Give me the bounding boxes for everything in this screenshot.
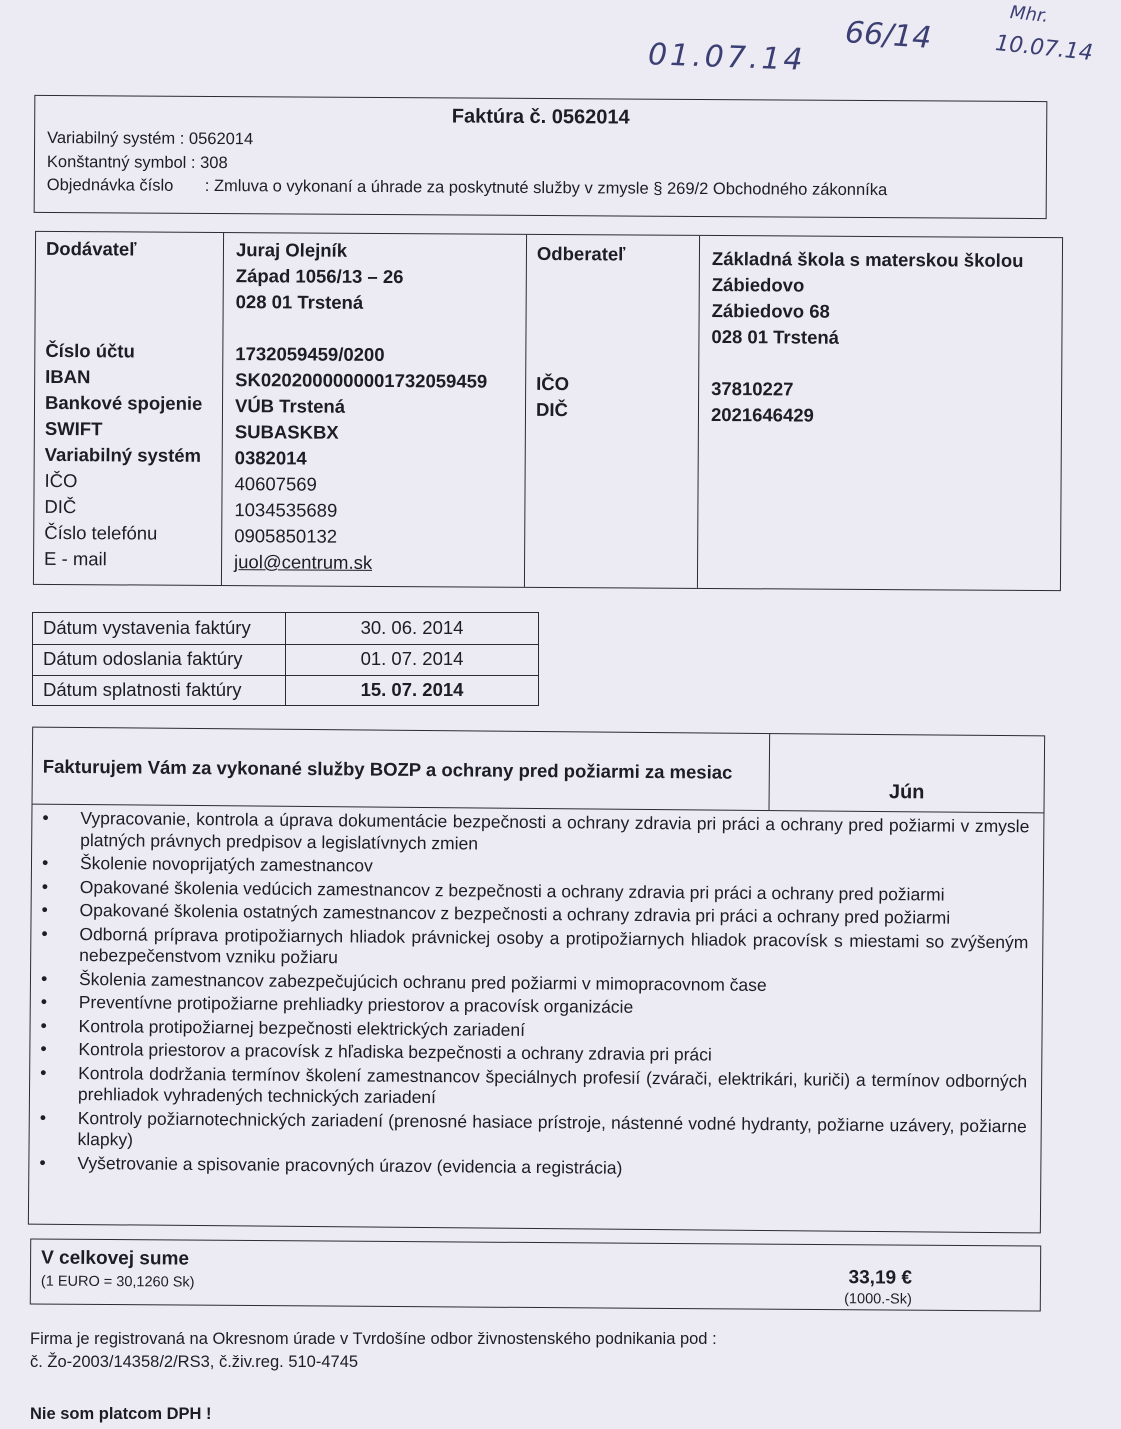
services-title: Fakturujem Vám za vykonané služby BOZP a ochrany pred požiarmi za mesiac [42, 755, 733, 783]
total-section [30, 1238, 1041, 1311]
exchange-rate: (1 EURO = 30,1260 Sk) [40, 1273, 195, 1291]
account-value: 1732059459/0200 [235, 343, 385, 366]
supplier-dic-label: DIČ [44, 495, 77, 518]
iban-value: SK0202000000001732059459 [235, 369, 488, 392]
customer-name-1: Základná škola s materskou školou [711, 247, 1024, 271]
variable-system-label: Variabilný systém : [47, 128, 185, 148]
handwritten-date-2: 10.07.14 [993, 30, 1095, 67]
customer-ico-value: 37810227 [711, 377, 794, 400]
order-number-label: Objednávka číslo [46, 175, 174, 195]
list-item: • Preventívne protipožiarne prehliadky priestorov a pracovísk organizácie [31, 992, 1042, 1022]
phone-value: 0905850132 [234, 525, 338, 547]
supplier-vs-value: 0382014 [234, 447, 307, 469]
date-row-sent [33, 644, 538, 676]
due-value: 15. 07. 2014 [285, 675, 538, 706]
list-item: • Školenie novoprijatých zamestnancov [32, 853, 1043, 883]
services-section [28, 727, 1045, 1234]
sent-value: 01. 07. 2014 [285, 644, 538, 675]
phone-label: Číslo telefónu [44, 521, 158, 544]
total-amount-sk: (1000.-Sk) [844, 1291, 912, 1308]
iban-label: IBAN [45, 365, 91, 388]
email-link[interactable]: juol@centrum.sk [234, 551, 373, 573]
vat-note: Nie som platcom DPH ! [30, 1405, 212, 1423]
due-label: Dátum splatnosti faktúry [43, 679, 242, 700]
supplier-city: 028 01 Trstená [235, 291, 364, 313]
dates-table [32, 612, 539, 706]
list-item: • Vypracovanie, kontrola a úprava dokumentácie bezpečnosti a ochrany zdravia pri práci a ochrany pred požiarmi v zmysle platných právnych predpisov a legislatívnych zmien [32, 808, 1043, 860]
bank-label: Bankové spojenie [44, 391, 203, 414]
services-month-cell [768, 734, 1044, 812]
divider [697, 236, 700, 588]
list-item: • Vyšetrovanie a spisovanie pracovných úrazov (evidencia a registrácia) [29, 1152, 1040, 1182]
customer-city: 028 01 Trstená [711, 325, 840, 348]
account-label: Číslo účtu [45, 339, 135, 362]
handwritten-number: 66/14 [843, 15, 933, 56]
constant-symbol-label: Konštantný symbol : [46, 152, 196, 172]
parties-table [33, 231, 1063, 591]
customer-street: Zábiedovo 68 [711, 299, 830, 322]
services-header [33, 728, 1045, 814]
total-label: V celkovej sume [41, 1247, 190, 1270]
supplier-dic-value: 1034535689 [234, 499, 338, 521]
list-item: • Kontroly požiarnotechnických zariadení (prenosné hasiace prístroje, nástenné vodné hydranty, požiarne uzávery, požiarne klapky) [29, 1107, 1040, 1159]
supplier-vs-label: Variabilný systém [44, 443, 202, 466]
email-label: E - mail [44, 547, 107, 570]
list-item: • Opakované školenia ostatných zamestnancov z bezpečnosti a ochrany zdravia pri práci a ochrany pred požiarmi [31, 900, 1042, 930]
customer-name-2: Zábiedovo [711, 273, 805, 296]
list-item: • Kontrola dodržania termínov školení zamestnancov špeciálnych profesií (zvárači, elektrikári, kuriči) a termínov odborných prehliadok vyhradených technických zariadení [30, 1062, 1041, 1114]
supplier-name: Juraj Olejník [235, 239, 348, 261]
services-list [29, 808, 1043, 1185]
invoice-title: Faktúra č. 0562014 [451, 105, 630, 129]
customer-ico-label: IČO [536, 372, 570, 395]
total-amount-eur: 33,19 € [848, 1267, 913, 1289]
sent-label: Dátum odoslania faktúry [43, 648, 243, 669]
services-month: Jún [888, 781, 925, 804]
list-item: • Kontrola protipožiarnej bezpečnosti elektrických zariadení [30, 1015, 1041, 1045]
date-row-due [33, 675, 538, 706]
constant-symbol-value: 308 [200, 153, 228, 173]
customer-dic-label: DIČ [535, 398, 568, 421]
divider [524, 235, 527, 587]
constant-symbol-line [47, 153, 228, 173]
supplier-heading: Dodávateľ [45, 237, 137, 260]
registration-note: Firma je registrovaná na Okresnom úrade v Tvrdošíne odbor živnostenského podnikania pod : [30, 1330, 717, 1348]
supplier-ico-label: IČO [44, 469, 78, 492]
swift-value: SUBASKBX [234, 421, 339, 443]
divider [221, 233, 224, 585]
bank-value: VÚB Trstená [234, 395, 346, 417]
list-item: • Odborná príprava protipožiarnych hliadok právnickej osoby a protipožiarnych hliadok pracovísk s miestami so zvýšeným nebezpečenstvom vzniku požiaru [31, 923, 1042, 975]
list-item: • Opakované školenia vedúcich zamestnancov z bezpečnosti a ochrany zdravia pri práci a ochrany pred požiarmi [32, 876, 1043, 906]
variable-system-value: 0562014 [188, 129, 254, 149]
variable-system-line [47, 129, 253, 149]
registration-number: č. Žo-2003/14358/2/RS3, č.živ.reg. 510-4745 [30, 1353, 359, 1371]
swift-label: SWIFT [44, 417, 103, 440]
supplier-ico-value: 40607569 [234, 473, 317, 495]
issued-value: 30. 06. 2014 [285, 613, 538, 644]
order-number-value: : Zmluva o vykonaní a úhrade za poskytnuté služby v zmysle § 269/2 Obchodného zákonníka [204, 176, 888, 200]
date-row-issued [33, 613, 538, 645]
customer-heading: Odberateľ [536, 242, 626, 265]
invoice-header [34, 95, 1048, 219]
supplier-street: Západ 1056/13 – 26 [235, 265, 404, 288]
list-item: • Kontrola priestorov a pracovísk z hľadiska bezpečnosti a ochrany zdravia pri práci [30, 1039, 1041, 1069]
issued-label: Dátum vystavenia faktúry [43, 617, 251, 638]
list-item: • Školenia zamestnancov zabezpečujúcich ochranu pred požiarmi v mimopracovnom čase [31, 968, 1042, 998]
handwritten-initials: Mhr. [1009, 2, 1050, 27]
customer-dic-value: 2021646429 [710, 403, 814, 426]
order-number-line [47, 176, 887, 200]
handwritten-date: 01.07.14 [647, 37, 807, 78]
